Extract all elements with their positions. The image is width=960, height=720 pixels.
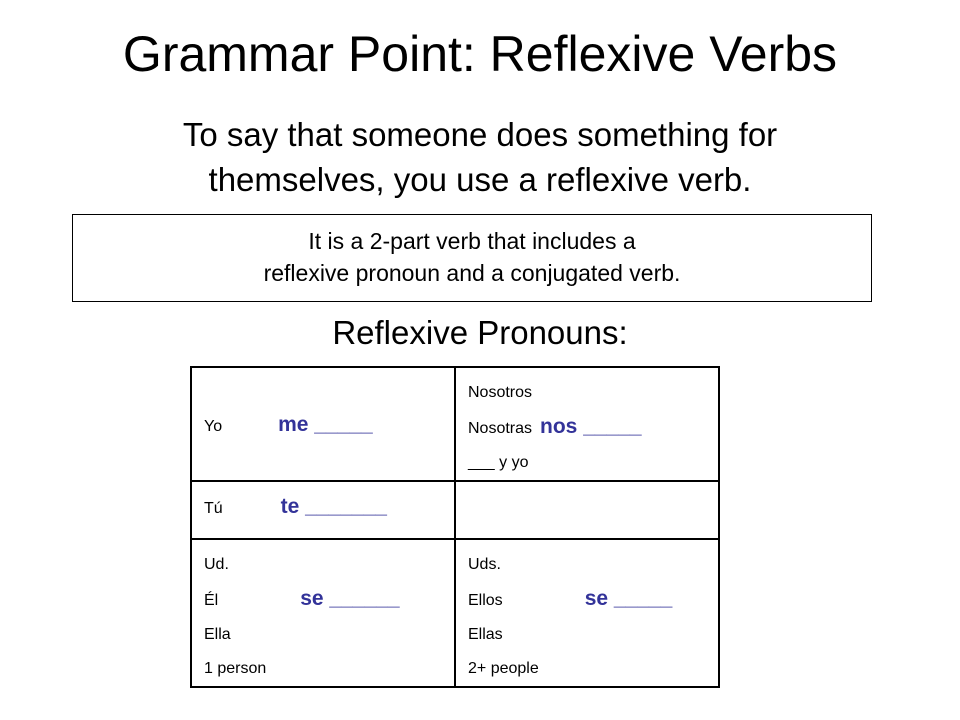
intro-text (40, 112, 920, 202)
subject-nosotros: Nosotros (468, 384, 533, 401)
slide-title: Grammar Point: Reflexive Verbs (122, 26, 838, 82)
subject-yo: Yo (204, 418, 223, 435)
subject-y-yo: ___ y yo (468, 454, 529, 471)
pronoun-se-plural: se _____ (584, 587, 673, 610)
reflexive-pronoun-table (190, 366, 720, 688)
definition-line-2: reflexive pronoun and a conjugated verb. (263, 260, 681, 286)
intro-line-2: themselves, you use a reflexive verb. (208, 161, 752, 198)
subject-uds: Uds. (468, 556, 501, 573)
cell-tu-line (204, 490, 444, 526)
table-row (191, 367, 719, 481)
subject-tu: Tú (204, 500, 223, 517)
pronoun-nos: nos _____ (540, 415, 642, 438)
definition-line-1: It is a 2-part verb that includes a (308, 228, 636, 254)
note-1-person: 1 person (204, 660, 267, 677)
subject-el: Él (204, 592, 219, 609)
subject-nosotras: Nosotras (468, 420, 533, 437)
cell-yo (191, 367, 455, 481)
subject-ellos: Ellos (468, 592, 503, 609)
cell-uds (455, 539, 719, 687)
intro-line-1: To say that someone does something for (182, 116, 778, 153)
pronoun-te: te _______ (280, 495, 387, 518)
table-row (191, 539, 719, 687)
definition-box (72, 214, 872, 302)
cell-ud (191, 539, 455, 687)
cell-tu (191, 481, 455, 539)
section-heading: Reflexive Pronouns: (332, 314, 628, 351)
cell-nosotras-line (468, 410, 708, 446)
cell-ellos-line (468, 582, 708, 618)
cell-nosotros (455, 367, 719, 481)
note-2-plus-people: 2+ people (468, 660, 539, 677)
cell-yo-line (204, 408, 444, 444)
subject-ella: Ella (204, 626, 231, 643)
subject-ellas: Ellas (468, 626, 503, 643)
pronoun-me: me _____ (278, 413, 373, 436)
table-row (191, 481, 719, 539)
cell-empty (455, 481, 719, 539)
pronoun-se-singular: se ______ (300, 587, 400, 610)
subject-ud: Ud. (204, 556, 229, 573)
cell-el-line (204, 582, 444, 618)
